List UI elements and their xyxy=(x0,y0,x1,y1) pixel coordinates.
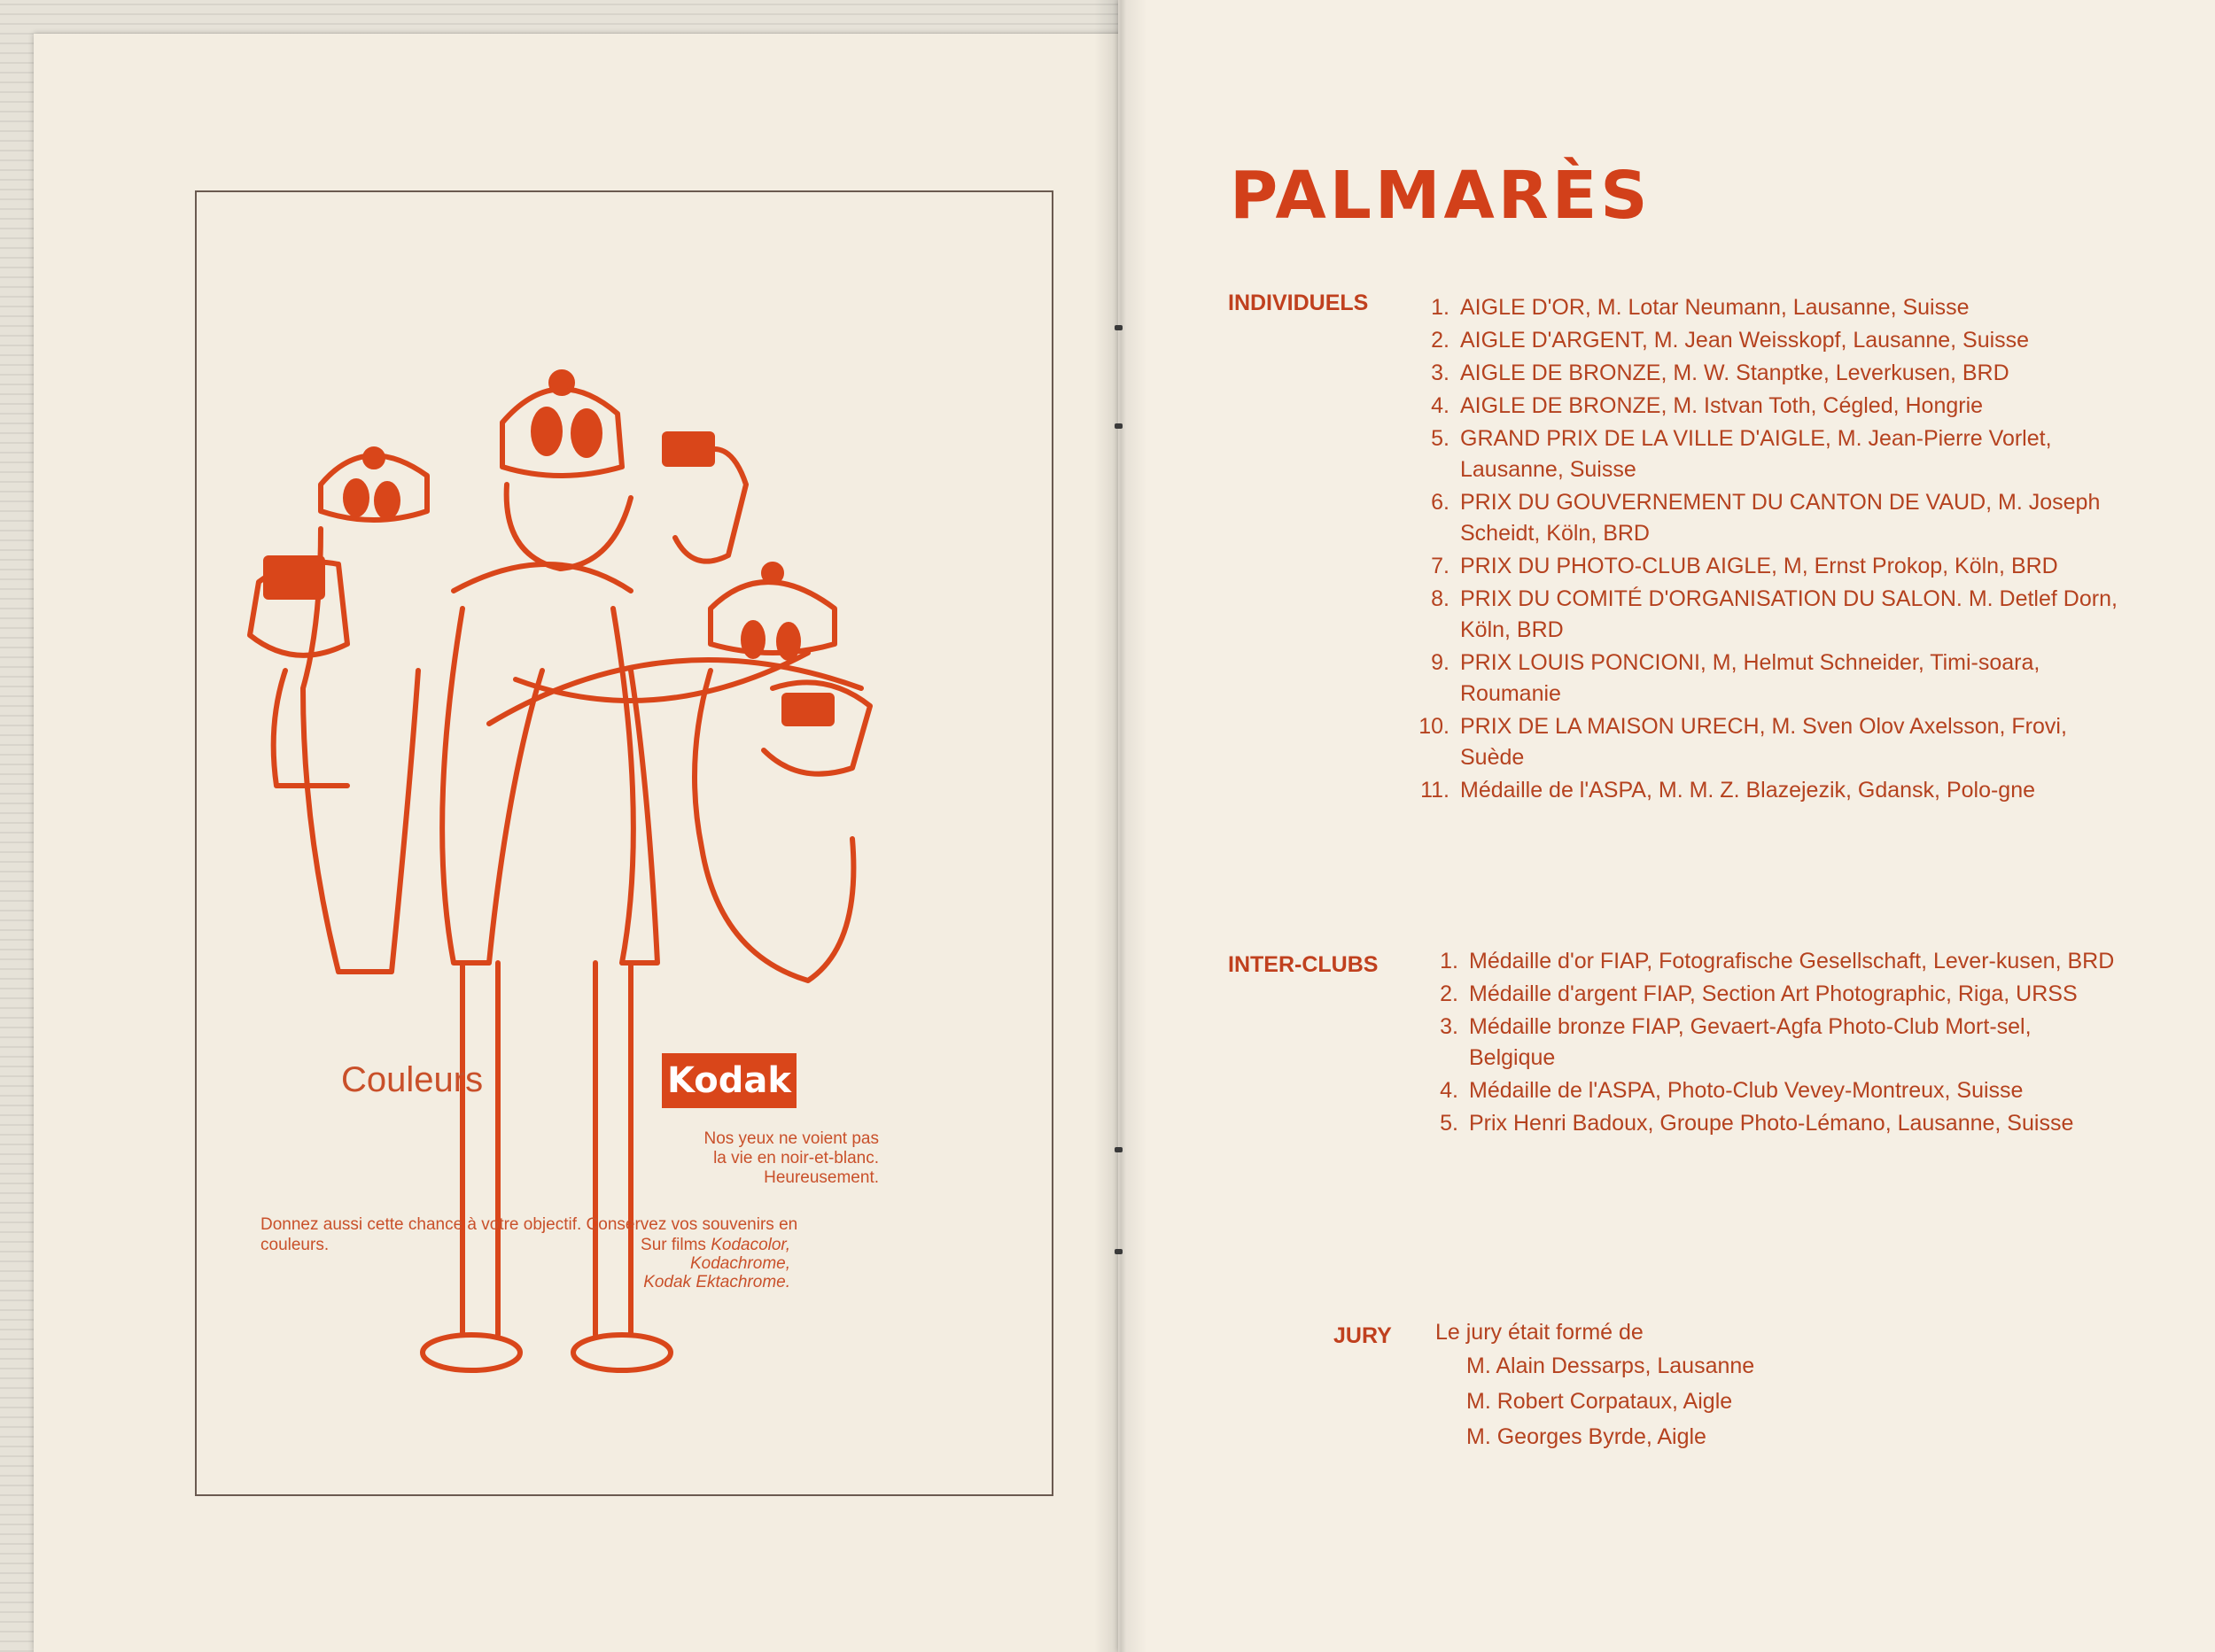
list-item: 8. PRIX DU COMITÉ D'ORGANISATION DU SALON. M. Detlef Dorn, Köln, BRD xyxy=(1431,586,2118,642)
staple xyxy=(1115,1249,1123,1254)
page-title: PALMARÈS xyxy=(1230,158,1652,234)
staple xyxy=(1115,325,1123,330)
list-item: 11. Médaille de l'ASPA, M. M. Z. Blazejezik, Gdansk, Polo-gne xyxy=(1420,778,2036,803)
inter-clubs-list xyxy=(1418,946,2118,1141)
list-item: 9. PRIX LOUIS PONCIONI, M, Helmut Schneider, Timi-soara, Roumanie xyxy=(1431,650,2040,706)
photographers-illustration xyxy=(197,192,1052,1494)
staple xyxy=(1115,423,1123,429)
list-item: 4. Médaille de l'ASPA, Photo-Club Vevey-Montreux, Suisse xyxy=(1440,1078,2024,1103)
section-label-individuels: INDIVIDUELS xyxy=(1228,291,1369,315)
list-item: 3. Médaille bronze FIAP, Gevaert-Agfa Photo-Club Mort-sel, Belgique xyxy=(1440,1014,2032,1070)
jury-members xyxy=(1466,1348,1754,1454)
slogan-line: Nos yeux ne voient pas xyxy=(703,1129,879,1148)
list-item: 1. AIGLE D'OR, M. Lotar Neumann, Lausanne, Suisse xyxy=(1431,295,1970,320)
list-item: 5. Prix Henri Badoux, Groupe Photo-Lémano, Lausanne, Suisse xyxy=(1440,1111,2074,1136)
film-name: Kodacolor, xyxy=(711,1236,790,1254)
films-intro: Sur films xyxy=(641,1236,706,1254)
jury-member: M. Georges Byrde, Aigle xyxy=(1466,1424,1706,1449)
jury-member: M. Alain Dessarps, Lausanne xyxy=(1466,1353,1755,1378)
staple xyxy=(1115,1147,1123,1152)
list-item: 3. AIGLE DE BRONZE, M. W. Stanptke, Leverkusen, BRD xyxy=(1431,361,2009,385)
list-item: 2. Médaille d'argent FIAP, Section Art Photographic, Riga, URSS xyxy=(1440,981,2078,1006)
ad-body-copy: Donnez aussi cette chance à votre objectif. Conservez vos souvenirs en couleurs. xyxy=(260,1215,798,1254)
individuels-list xyxy=(1409,292,2118,808)
section-label-jury: JURY xyxy=(1333,1323,1392,1348)
section-label-inter-clubs: INTER-CLUBS xyxy=(1228,952,1379,977)
left-page xyxy=(34,34,1123,1652)
list-item: 1. Médaille d'or FIAP, Fotografische Gesellschaft, Lever-kusen, BRD xyxy=(1440,949,2115,973)
book-spine xyxy=(1094,0,1147,1652)
ad-films xyxy=(516,1236,790,1291)
film-name: Kodak Ektachrome. xyxy=(643,1273,790,1291)
slogan-line: la vie en noir-et-blanc. xyxy=(713,1149,879,1167)
slogan-line: Heureusement. xyxy=(764,1168,879,1187)
list-item: 10. PRIX DE LA MAISON URECH, M. Sven Olov Axelsson, Frovi, Suède xyxy=(1418,714,2067,770)
list-item: 2. AIGLE D'ARGENT, M. Jean Weisskopf, Lausanne, Suisse xyxy=(1431,328,2030,353)
list-item: 7. PRIX DU PHOTO-CLUB AIGLE, M, Ernst Prokop, Köln, BRD xyxy=(1431,554,2058,578)
film-name: Kodachrome, xyxy=(689,1254,790,1273)
list-item: 5. GRAND PRIX DE LA VILLE D'AIGLE, M. Jean-Pierre Vorlet, Lausanne, Suisse xyxy=(1431,426,2052,482)
ad-headline: Couleurs xyxy=(341,1060,484,1099)
list-item: 4. AIGLE DE BRONZE, M. Istvan Toth, Cégled, Hongrie xyxy=(1431,393,1984,418)
kodak-logo: Kodak xyxy=(662,1053,797,1108)
list-item: 6. PRIX DU GOUVERNEMENT DU CANTON DE VAUD, M. Joseph Scheidt, Köln, BRD xyxy=(1431,490,2101,546)
kodak-advertisement xyxy=(195,190,1053,1496)
ad-slogan xyxy=(569,1129,879,1188)
jury-intro: Le jury était formé de xyxy=(1435,1320,1644,1345)
jury-member: M. Robert Corpataux, Aigle xyxy=(1466,1389,1733,1414)
